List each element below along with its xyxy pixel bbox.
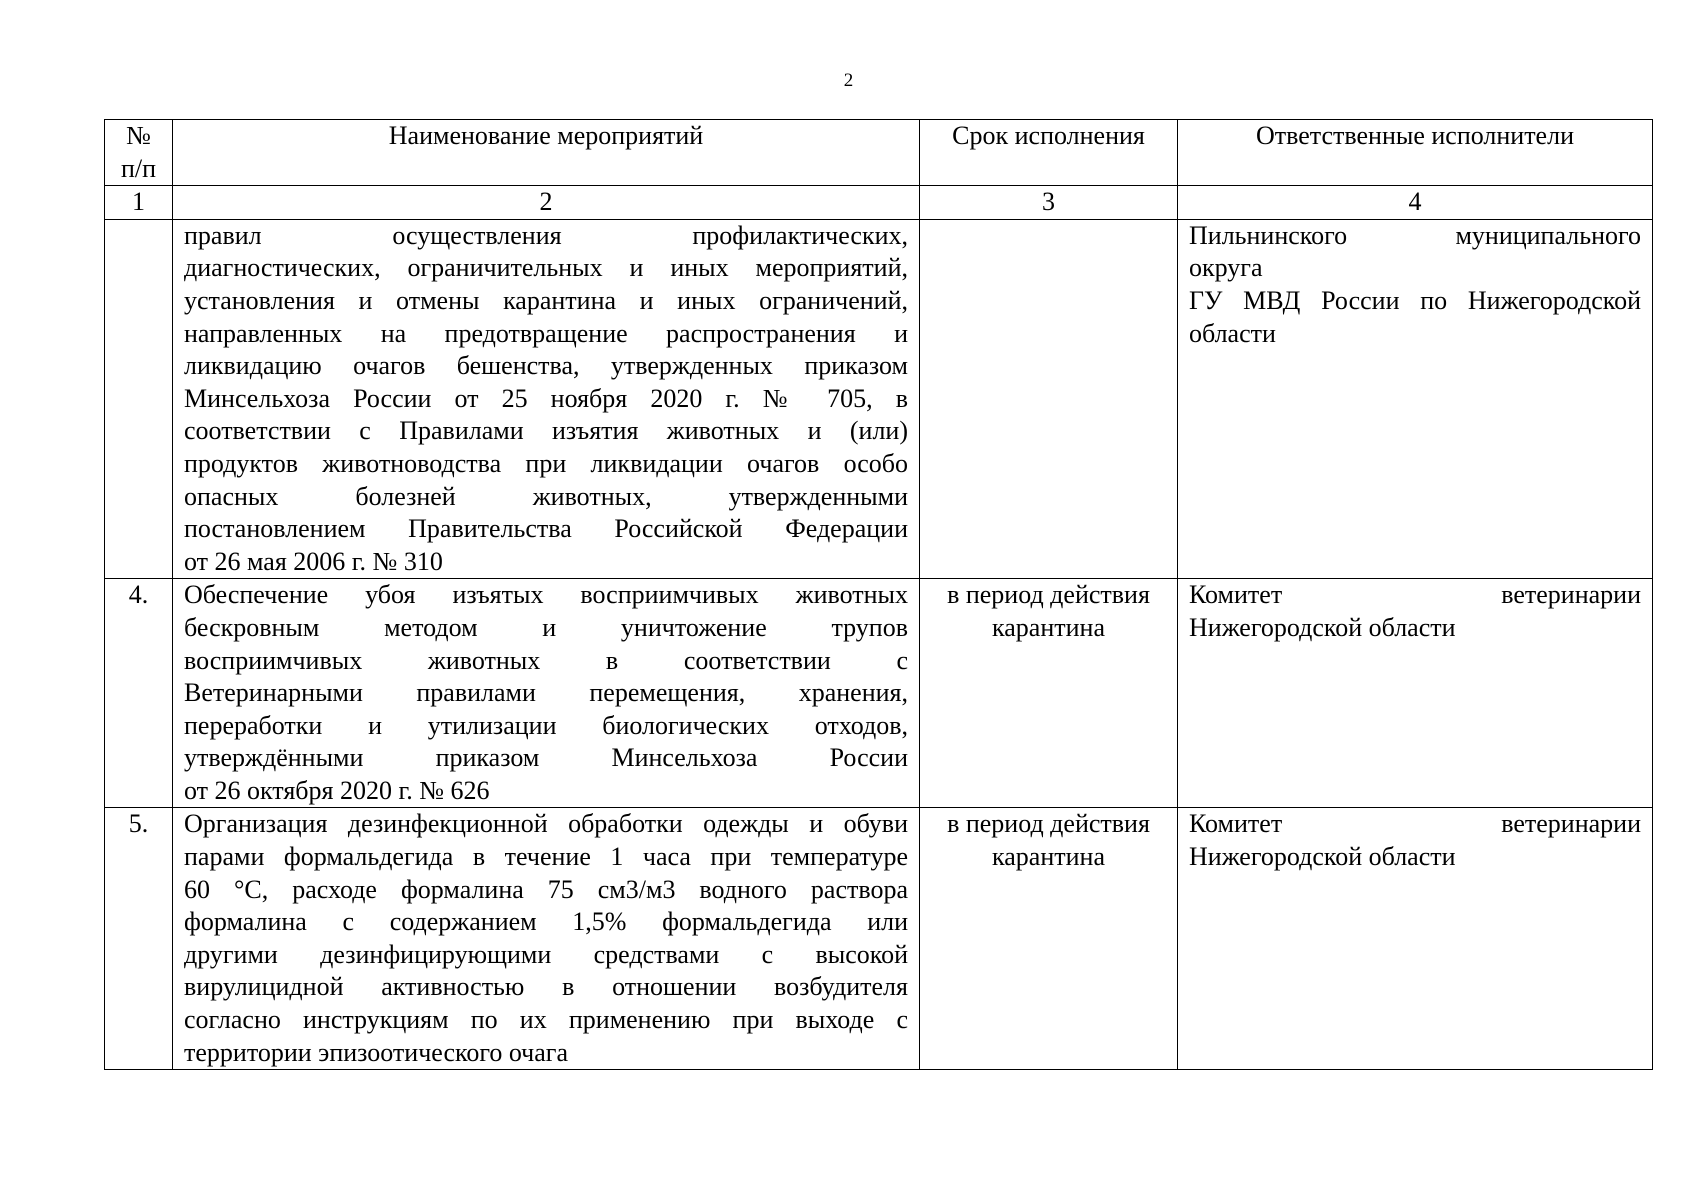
row-activity	[173, 579, 920, 808]
cell-line: 60 °С, расходе формалина 75 см3/м3 водного раствора	[184, 874, 908, 904]
column-number: 2	[173, 186, 920, 220]
row-deadline	[920, 808, 1178, 1070]
header-activity: Наименование мероприятий	[173, 120, 920, 186]
cell-line: продуктов животноводства при ликвидации очагов особо	[184, 448, 908, 478]
cell-line: в период действия	[947, 809, 1150, 839]
cell-line: Минсельхоза России от 25 ноября 2020 г. № 705, в	[184, 383, 908, 413]
row-responsible	[1178, 808, 1653, 1070]
header-responsible: Ответственные исполнители	[1178, 120, 1653, 186]
row-activity	[173, 219, 920, 579]
cell-line: области	[1189, 318, 1276, 348]
cell-line: Обеспечение убоя изъятых восприимчивых животных	[184, 580, 908, 610]
page-number: 2	[843, 70, 854, 91]
cell-line: карантина	[992, 612, 1105, 642]
cell-line: постановлением Правительства Российской Федерации	[184, 514, 908, 544]
row-deadline	[920, 219, 1178, 579]
cell-line: восприимчивых животных в соответствии с	[184, 645, 908, 675]
cell-line: в период действия	[947, 580, 1150, 610]
row-responsible	[1178, 579, 1653, 808]
column-number-row	[105, 186, 1653, 220]
table-row	[105, 808, 1653, 1070]
cell-line: ликвидацию очагов бешенства, утвержденных приказом	[184, 351, 908, 381]
cell-line: парами формальдегида в течение 1 часа при температуре	[184, 842, 908, 872]
cell-line: формалина с содержанием 1,5% формальдегида или	[184, 907, 908, 937]
cell-line: карантина	[992, 842, 1105, 872]
cell-line: от 26 мая 2006 г. № 310	[184, 546, 443, 576]
activities-table	[104, 119, 1653, 1070]
cell-line: вирулицидной активностью в отношении возбудителя	[184, 972, 908, 1002]
row-number	[105, 219, 173, 579]
column-number: 4	[1178, 186, 1653, 220]
cell-line: диагностических, ограничительных и иных мероприятий,	[184, 253, 908, 283]
cell-line: согласно инструкциям по их применению при выходе с	[184, 1005, 908, 1035]
table-header-row	[105, 120, 1653, 186]
cell-line: направленных на предотвращение распространения и	[184, 318, 908, 348]
row-number: 4.	[105, 579, 173, 808]
cell-line: Пильнинского муниципального	[1189, 220, 1641, 250]
cell-line: Организация дезинфекционной обработки одежды и обуви	[184, 809, 908, 839]
cell-line: правил осуществления профилактических,	[184, 220, 908, 250]
header-number: № п/п	[105, 120, 173, 186]
cell-line: округа	[1189, 253, 1263, 283]
row-responsible	[1178, 219, 1653, 579]
column-number: 3	[920, 186, 1178, 220]
cell-line: соответствии с Правилами изъятия животных и (или)	[184, 416, 908, 446]
cell-line: Комитет ветеринарии	[1189, 580, 1641, 610]
row-number: 5.	[105, 808, 173, 1070]
cell-line: Комитет ветеринарии	[1189, 809, 1641, 839]
column-number: 1	[105, 186, 173, 220]
cell-line: Ветеринарными правилами перемещения, хранения,	[184, 678, 908, 708]
row-activity	[173, 808, 920, 1070]
table-row	[105, 219, 1653, 579]
table-row	[105, 579, 1653, 808]
cell-line: территории эпизоотического очага	[184, 1037, 568, 1067]
cell-line: другими дезинфицирующими средствами с высокой	[184, 939, 908, 969]
cell-line: ГУ МВД России по Нижегородской	[1189, 285, 1641, 315]
cell-line: опасных болезней животных, утвержденными	[184, 481, 908, 511]
cell-line: установления и отмены карантина и иных ограничений,	[184, 285, 908, 315]
cell-line: от 26 октября 2020 г. № 626	[184, 775, 490, 805]
cell-line: Нижегородской области	[1189, 842, 1456, 872]
header-deadline: Срок исполнения	[920, 120, 1178, 186]
cell-line: Нижегородской области	[1189, 612, 1456, 642]
cell-line: переработки и утилизации биологических отходов,	[184, 710, 908, 740]
cell-line: бескровным методом и уничтожение трупов	[184, 612, 908, 642]
cell-line: утверждёнными приказом Минсельхоза России	[184, 743, 908, 773]
row-deadline	[920, 579, 1178, 808]
